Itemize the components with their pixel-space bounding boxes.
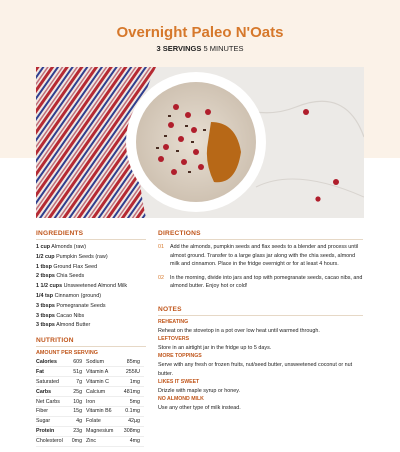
note-heading: MORE TOPPINGS: [158, 353, 202, 360]
table-row: Protein 23g Magnesium 308mg: [36, 426, 144, 436]
note-heading: NO ALMOND MILK: [158, 396, 204, 403]
ingredient-item: 3 tbsps Cacao Nibs: [36, 312, 85, 319]
recipe-meta: [0, 44, 400, 53]
notes-heading: NOTES: [158, 306, 182, 313]
direction-step: 01 Add the almonds, pumpkin seeds and flax seeds to a blender and process until almost ground. Transfer to a large glass jar along with the chia seeds, almond milk and cinnamon. Place in the fridge overnight or for at least 4 hours.: [158, 244, 359, 268]
divider: [158, 315, 363, 316]
table-row: Carbs 25g Calcium 481mg: [36, 387, 144, 397]
recipe-photo: [36, 67, 364, 218]
divider: [36, 346, 146, 347]
direction-step: 02 In the morning, divide into jars and top with pomegranate seeds, cacao nibs, and almond butter. Enjoy hot or cold!: [158, 274, 363, 290]
ingredient-item: 1/4 tsp Cinnamon (ground): [36, 292, 102, 299]
ingredient-item: 3 tbsps Pomegranate Seeds: [36, 302, 106, 309]
notes-list: [158, 318, 363, 413]
ingredient-item: 1 cup Almonds (raw): [36, 244, 87, 250]
table-row: Cholesterol 0mg Zinc 4mg: [36, 436, 144, 446]
servings: 3 SERVINGS: [156, 44, 202, 53]
table-row: Sugar 4g Folate 42µg: [36, 416, 144, 426]
note-text: Use any other type of milk instead.: [158, 404, 241, 411]
ingredient-item: 1 1/2 cups Unsweetened Almond Milk: [36, 283, 128, 290]
note-text: Store in an airtight jar in the fridge up to 5 days.: [158, 344, 272, 351]
note-text: Reheat on the stovetop in a pot over low heat until warmed through.: [158, 327, 320, 334]
note-heading: REHEATING: [158, 319, 189, 325]
ingredients-heading: INGREDIENTS: [36, 230, 84, 237]
ingredient-item: 1/2 cup Pumpkin Seeds (raw): [36, 253, 108, 260]
ingredients-list: [36, 243, 156, 331]
directions-list: [158, 243, 363, 296]
ingredient-item: 2 tbsps Chia Seeds: [36, 273, 85, 280]
divider: [36, 239, 146, 240]
nutrition-subheading: AMOUNT PER SERVING: [36, 350, 98, 356]
table-row: Calories 609 Sodium 85mg: [36, 357, 144, 367]
directions-heading: DIRECTIONS: [158, 230, 201, 237]
note-text: Serve with any fresh or frozen fruits, nut/seed butter, unsweetened coconut or nut butter.: [158, 361, 353, 377]
table-row: Fat 51g Vitamin A 255IU: [36, 367, 144, 377]
table-row: Net Carbs 10g Iron 5mg: [36, 397, 144, 407]
table-row: Fiber 15g Vitamin B6 0.1mg: [36, 406, 144, 416]
ingredient-item: 1 tbsp Ground Flax Seed: [36, 263, 98, 270]
recipe-title: Overnight Paleo N'Oats: [116, 24, 284, 41]
prep-time: 5 MINUTES: [203, 44, 244, 53]
note-heading: LIKES IT SWEET: [158, 379, 200, 386]
divider: [158, 239, 363, 240]
note-heading: LEFTOVERS: [158, 336, 190, 343]
ingredient-item: 3 tbsps Almond Butter: [36, 322, 91, 329]
note-text: Drizzle with maple syrup or honey.: [158, 387, 240, 394]
table-row: Saturated 7g Vitamin C 1mg: [36, 377, 144, 387]
nutrition-table: [36, 357, 144, 447]
nutrition-heading: NUTRITION: [36, 337, 74, 344]
